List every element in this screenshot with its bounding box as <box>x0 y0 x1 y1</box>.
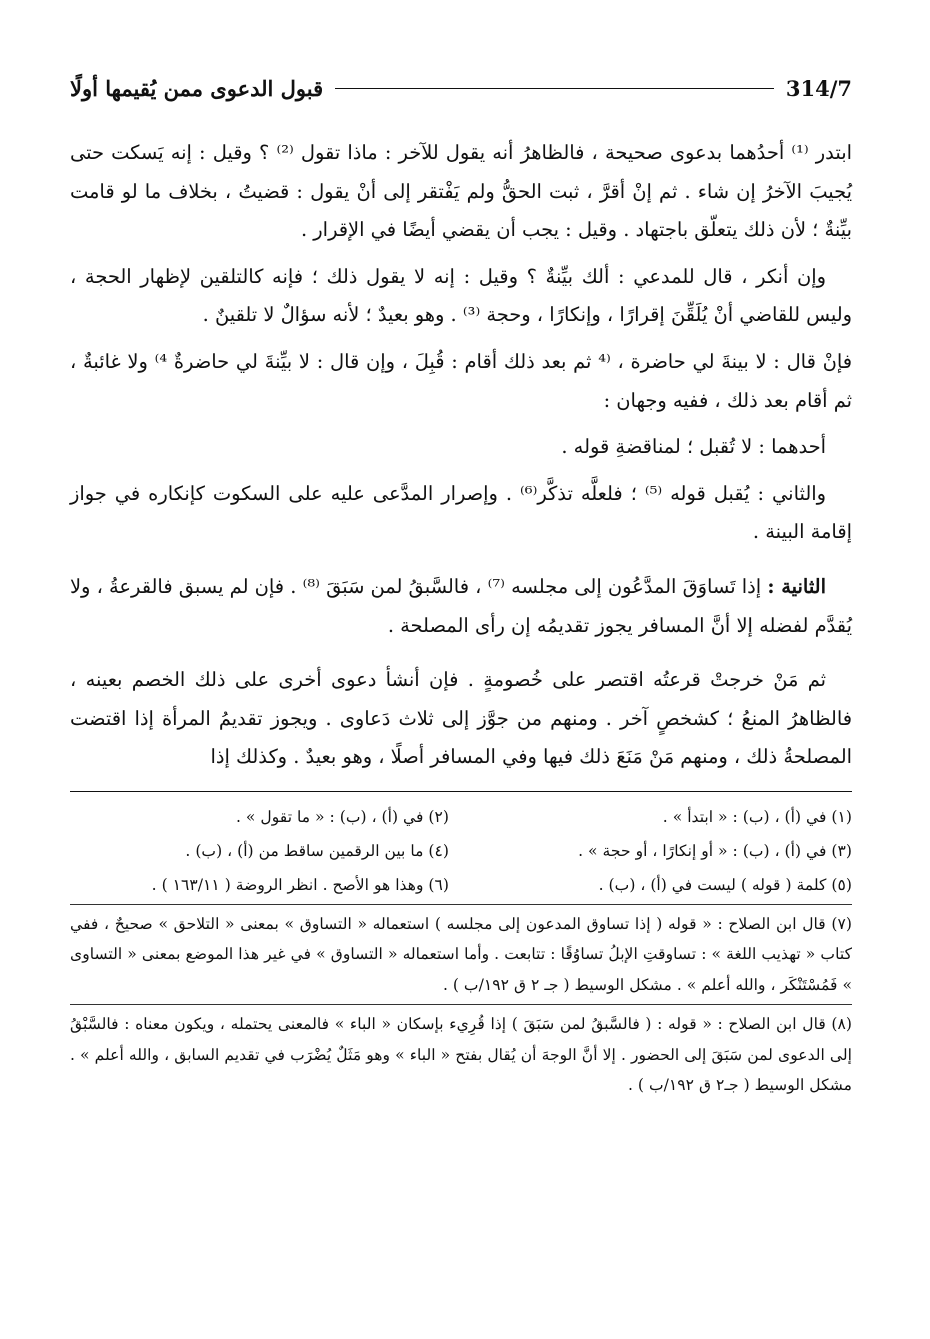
header-rule <box>335 88 774 89</box>
page-number: 314/7 <box>785 75 852 101</box>
short-footnotes <box>70 802 852 900</box>
paragraph-4: أحدهما : لا تُقبل ؛ لمناقضةِ قوله . <box>561 435 826 459</box>
footnote-7: (٧) قال ابن الصلاح : « قوله ( إذا تساوق المدعون إلى مجلسه ) استعماله « التساوق » بمعنى « التلاحق » صحيحٌ ، ففي كتاب « تهذيب اللغة » : تساوقتِ الإبلُ تساوُقًا : تتابعت . وأما استعماله « التساوق » في غير هذا الموضع بمعنى « التساوى » فَمُسْتَنْكَر ، والله أعلم » . مشكل الوسيط ( جـ ٢ ق ١٩٢/ب ) . <box>70 904 852 1001</box>
paragraph-6 <box>70 568 852 645</box>
footnote-6: (٦) وهذا هو الأصح . انظر الروضة ( ١٦٣/١١ ) . <box>151 875 449 894</box>
paragraph-2: وإن أنكر ، قال للمدعي : ألك بيِّنةٌ ؟ وقيل : إنه لا يقول ذلك ؛ فإنه كالتلقين لإظهار الحجة ، وليس للقاضي أنْ يُلَقِّنَ إقرارًا ، وإنكارًا ، وحجة ⁽³⁾ . وهو بعيدٌ ؛ لأنه سؤالٌ لا تلقينٌ . <box>70 264 852 327</box>
paragraph-3: فإنْ قال : لا بينةَ لي حاضرة ، ⁽⁴ ثم بعد ذلك أقام : قُبِلَ ، وإن قال : لا بيِّنةَ لي حاضرةٌ ⁴⁾ ولا غائبةٌ ، ثم أقام بعد ذلك ، ففيه وجهان : <box>70 349 852 412</box>
footnotes <box>70 802 852 1101</box>
footnote-rule <box>70 791 852 792</box>
footnote-1: (١) في (أ) ، (ب) : « ابتدأ » . <box>662 807 852 826</box>
section-label: الثانية : <box>767 574 826 598</box>
footnote-3: (٣) في (أ) ، (ب) : « أو إنكارًا ، أو حجة » . <box>578 841 852 860</box>
footnote-8: (٨) قال ابن الصلاح : « قوله : ( فالسَّبقُ لمن سَبَقَ ) إذا قُرِيء بإسكان « الباء » فالمعنى يحتمله ، ويكون معناه : فالسَّبْقُ إلى الدعوى لمن سَبَقَ إلى الحضور . إلا أنَّ الوجهَ أن يُقال بفتح « الباء » وهو مَثَلٌ يُضْرَب في تقديم السابق ، والله أعلم » . مشكل الوسيط ( جـ٢ ق ١٩٢/ب ) . <box>70 1004 852 1101</box>
paragraph-6-text: إذا تَساوَقَ المدَّعُون إلى مجلسه ⁽⁷⁾ ، فالسَّبقُ لمن سَبَقَ ⁽⁸⁾ . فإن لم يسبق فالقرعةُ ، ولا يُقدَّم لفضله إلا أنَّ المسافر يجوز تقديمُه إن رأى المصلحة . <box>70 574 852 637</box>
footnote-5: (٥) كلمة ( قوله ) ليست في (أ) ، (ب) . <box>598 875 852 894</box>
paragraph-1: ابتدر ⁽¹⁾ أحدُهما بدعوى صحيحة ، فالظاهرُ أنه يقول للآخر : ماذا تقول ⁽²⁾ ؟ وقيل : إنه يَسكت حتى يُجيبَ الآخرُ إن شاء . ثم إنْ أقرَّ ، ثبت الحقُّ ولم يَفْتقر إلى أنْ يقول : قضيتُ ، بخلاف ما لو قامت بيِّنةٌ ؛ لأن ذلك يتعلّق باجتهاد . وقيل : يجب أن يقضي أيضًا في الإقرار . <box>70 141 852 242</box>
paragraph-7: ثم مَنْ خرجتْ قرعتُه اقتصر على خُصومةٍ . فإن أنشأ دعوى أخرى على ذلك الخصم بعينه ، فالظاهرُ المنعُ ؛ كشخصٍ آخر . ومنهم من جوَّز إلى ثلاث دَعاوى . ويجوز تقديمُ المرأة إذا اقتضت المصلحةُ ذلك ، ومنهم مَنْ مَنَعَ ذلك فيها وفي المسافر أصلًا ، وهو بعيدٌ . وكذلك إذا <box>70 668 852 769</box>
running-header <box>70 70 852 106</box>
footnote-4: (٤) ما بين الرقمين ساقط من (أ) ، (ب) . <box>185 841 449 860</box>
paragraph-5: والثاني : يُقبل قوله ⁽⁵⁾ ؛ فلعلَّه تذكَّر⁽⁶⁾ . وإصرار المدَّعى عليه على السكوت كإنكاره في جواز إقامة البينة . <box>70 481 852 544</box>
running-title: قبول الدعوى ممن يُقيمها أولًا <box>70 75 324 101</box>
footnote-2: (٢) في (أ) ، (ب) : « ما تقول » . <box>236 807 449 826</box>
main-text <box>70 134 852 777</box>
